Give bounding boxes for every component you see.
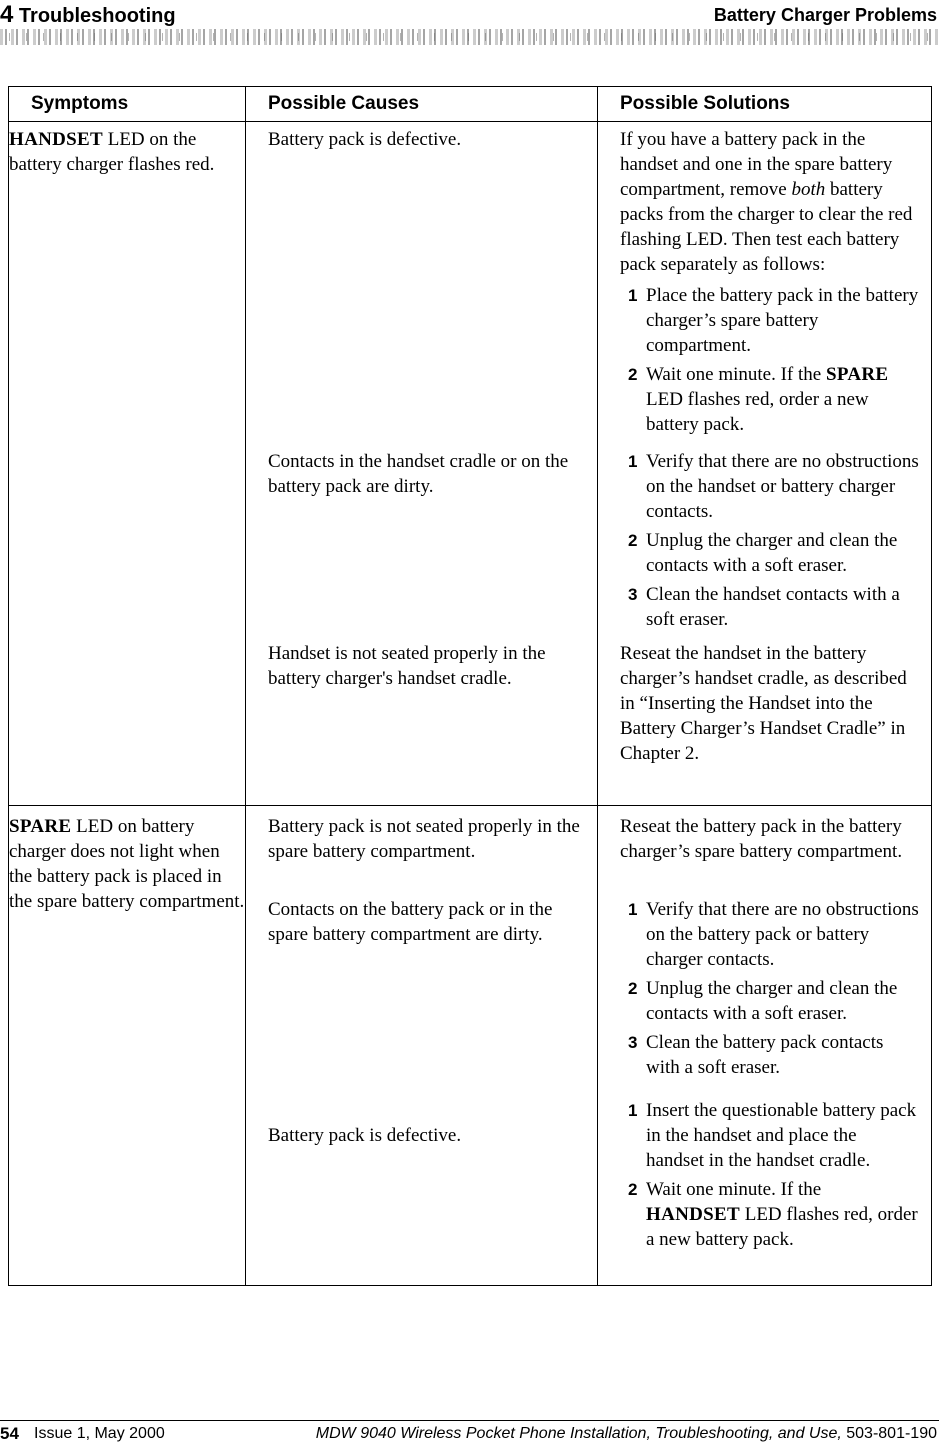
chapter-number: 4 <box>0 1 14 28</box>
section-title: Battery Charger Problems <box>713 5 937 25</box>
led-name: HANDSET <box>9 129 103 150</box>
step-text: Unplug the charger and clean the contacts with a soft eraser. <box>646 530 898 576</box>
solutions-cell <box>598 122 932 806</box>
issue-date: Issue 1, May 2000 <box>34 1425 165 1442</box>
header-decorative-band-overlay <box>0 33 939 41</box>
page-number: 54 <box>0 1424 19 1443</box>
step-text: Verify that there are no obstructions on the battery pack or battery charger contacts. <box>646 899 919 970</box>
chapter-title: Troubleshooting <box>18 5 176 27</box>
led-name: SPARE <box>9 816 72 837</box>
symptom-rest: LED on battery charger does not light when the battery pack is placed in the spare battery compartment. <box>9 816 245 912</box>
step-number: 1 <box>628 900 638 919</box>
solution-step <box>620 283 919 358</box>
step-number: 2 <box>628 1180 638 1199</box>
step-text: Insert the questionable battery pack in the handset and place the handset in the handset cradle. <box>646 1100 917 1171</box>
symptom-text <box>9 816 244 912</box>
solution-step <box>620 976 919 1026</box>
step-text <box>646 1177 919 1252</box>
solution-step <box>620 897 919 972</box>
symptom-rest: LED on the battery charger flashes red. <box>9 129 215 175</box>
solution-text: If you have a battery pack in the handset and one in the spare battery compartment, remove <box>620 129 893 200</box>
header-causes: Possible Causes <box>246 87 598 122</box>
solution-text: battery packs from the charger to clear the red flashing LED. Then test each battery pack separately as follows: <box>620 179 913 275</box>
step-text: Verify that there are no obstructions on the handset or battery charger contacts. <box>646 451 919 522</box>
step-text: Clean the handset contacts with a soft eraser. <box>646 584 900 630</box>
step-text-part: LED flashes red, order a new battery pack. <box>646 389 869 435</box>
causes-cell <box>246 806 598 1286</box>
step-number: 2 <box>628 365 638 384</box>
header-symptoms: Symptoms <box>9 87 246 122</box>
document-title-italic: MDW 9040 Wireless Pocket Phone Installation, Troubleshooting, and Use, <box>315 1425 842 1442</box>
solution-step <box>620 528 919 578</box>
page-header <box>0 2 939 28</box>
solution-intro <box>620 127 919 277</box>
symptom-cell <box>9 122 246 806</box>
causes-cell <box>246 122 598 806</box>
step-number: 2 <box>628 979 638 998</box>
cause-item: Battery pack is defective. <box>268 129 462 150</box>
solution-block <box>598 127 931 449</box>
solution-block: Reseat the battery pack in the battery charger’s spare battery compartment. <box>620 816 903 862</box>
table-row <box>9 806 932 1286</box>
solutions-cell <box>598 806 932 1286</box>
table-header-row <box>9 87 932 122</box>
chapter-heading <box>0 2 176 29</box>
header-solutions: Possible Solutions <box>598 87 932 122</box>
cause-item: Contacts on the battery pack or in the spare battery compartment are dirty. <box>268 899 553 945</box>
symptom-text <box>9 129 214 175</box>
led-name: SPARE <box>825 364 889 385</box>
step-text: Unplug the charger and clean the contacts with a soft eraser. <box>646 978 898 1024</box>
cause-item: Handset is not seated properly in the battery charger's handset cradle. <box>268 643 546 689</box>
troubleshooting-table <box>8 86 932 1286</box>
step-number: 3 <box>628 585 638 604</box>
step-number: 1 <box>628 452 638 471</box>
step-number: 3 <box>628 1033 638 1052</box>
solution-block <box>598 449 931 641</box>
solution-step <box>620 582 919 632</box>
solution-step <box>620 362 919 437</box>
led-name: HANDSET <box>646 1204 740 1225</box>
solution-step <box>620 1030 919 1080</box>
table-row <box>9 122 932 806</box>
emphasis-text: both <box>791 179 826 200</box>
step-text: Place the battery pack in the battery charger’s spare battery compartment. <box>646 285 919 356</box>
solution-step <box>620 1177 919 1252</box>
cause-item: Battery pack is not seated properly in the spare battery compartment. <box>268 816 580 862</box>
step-text-part: LED flashes red, order a new battery pack. <box>646 1204 918 1250</box>
symptom-cell <box>9 806 246 1286</box>
page-footer <box>0 1420 939 1443</box>
step-number: 1 <box>628 1101 638 1120</box>
solution-block <box>598 1098 931 1252</box>
step-text-part: Wait one minute. If the <box>646 364 826 385</box>
step-number: 2 <box>628 531 638 550</box>
cause-item: Contacts in the handset cradle or on the battery pack are dirty. <box>268 451 569 497</box>
cause-item: Battery pack is defective. <box>268 1125 462 1146</box>
solution-block: Reseat the handset in the battery charger’s handset cradle, as described in “Inserting the Handset into the Battery Charger’s Handset Cradle” in Chapter 2. <box>620 643 907 764</box>
step-number: 1 <box>628 286 638 305</box>
step-text <box>646 362 919 437</box>
document-title <box>316 1423 937 1445</box>
solution-block <box>598 897 931 1098</box>
step-text: Clean the battery pack contacts with a soft eraser. <box>646 1032 884 1078</box>
solution-step <box>620 449 919 524</box>
step-text-part: Wait one minute. If the <box>646 1179 822 1200</box>
solution-step <box>620 1098 919 1173</box>
document-number: 503-801-190 <box>841 1425 937 1442</box>
